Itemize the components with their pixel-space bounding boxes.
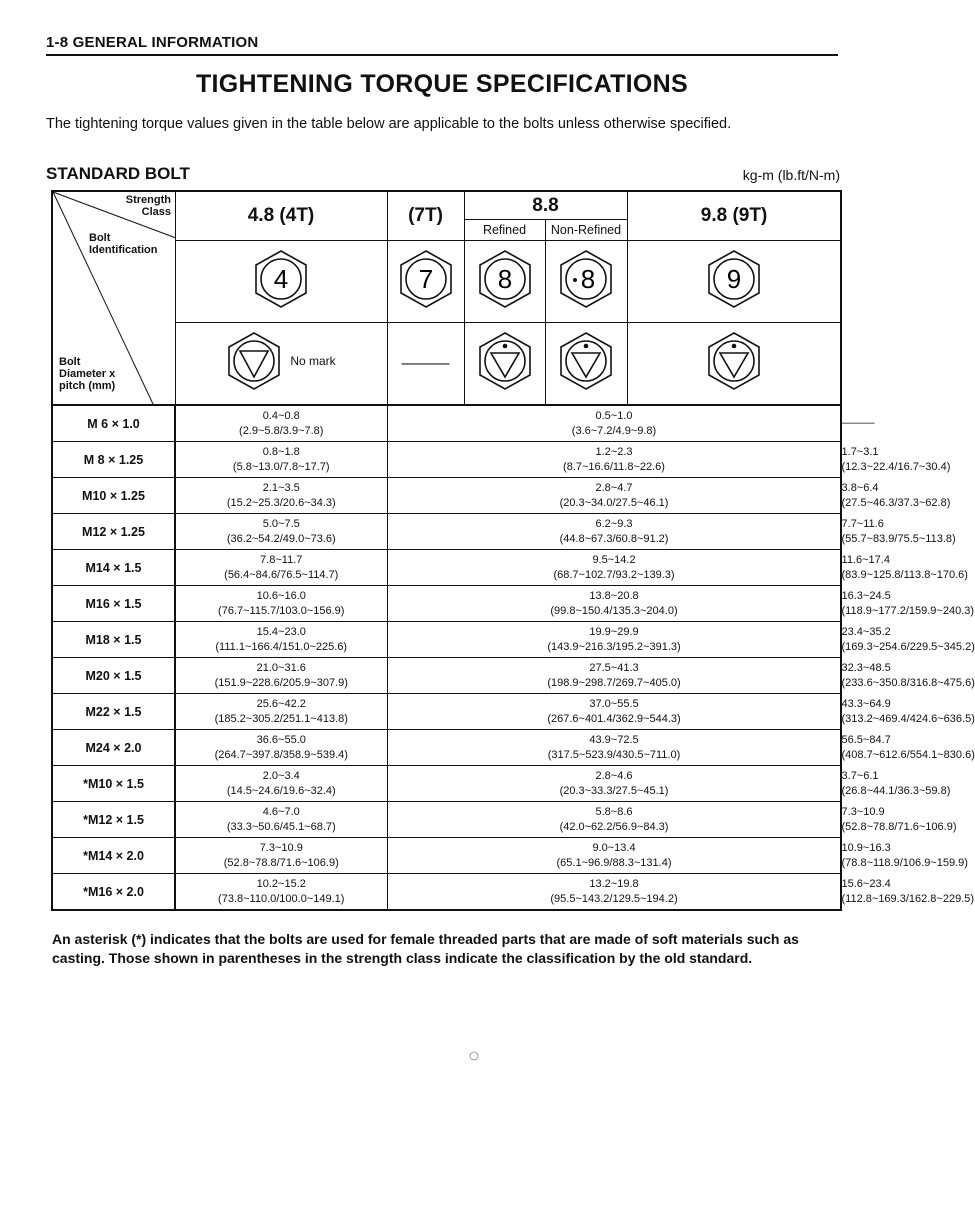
svg-text:8: 8 — [580, 264, 596, 295]
bolt-diameter-cell: M12 × 1.25 — [52, 514, 175, 550]
torque-7t-8-8-cell — [387, 730, 841, 766]
torque-kgm-value: 10.2~15.2 — [256, 877, 306, 890]
torque-kgm-value: 6.2~9.3 — [595, 517, 633, 530]
torque-kgm-value: 10.6~16.0 — [256, 589, 306, 602]
torque-lbft-nm-value: (20.3~33.3/27.5~45.1) — [559, 784, 669, 797]
torque-4-8-cell — [175, 622, 387, 658]
section-header: 1-8 GENERAL INFORMATION — [46, 34, 838, 56]
bolt-diameter-cell: M22 × 1.5 — [52, 694, 175, 730]
torque-kgm-value: 13.8~20.8 — [589, 589, 639, 602]
torque-lbft-nm-value: (95.5~143.2/129.5~194.2) — [550, 892, 678, 905]
torque-lbft-nm-value: (8.7~16.6/11.8~22.6) — [563, 460, 665, 473]
non-refined-subheader: Non-Refined — [545, 220, 627, 241]
torque-kgm-value: 15.4~23.0 — [256, 625, 306, 638]
mark-7t-dash-cell: ——— — [387, 323, 464, 405]
intro-paragraph: The tightening torque values given in the table below are applicable to the bolts unless otherwise specified. — [46, 116, 732, 132]
torque-lbft-nm-value: (68.7~102.7/93.2~139.3) — [553, 568, 675, 581]
torque-kgm-value: 27.5~41.3 — [589, 661, 639, 674]
torque-kgm-value: 9.0~13.4 — [592, 841, 636, 854]
torque-kgm-value: 2.8~4.7 — [595, 481, 633, 494]
table-row: M 8 × 1.25 0.8~1.8 (5.8~13.0/7.8~17.7) 1.2~2.3 (8.7~16.6/11.8~22.6) 1.7~3.1 (12.3~22.4/16.7~30.4) — [52, 442, 841, 478]
page-title: TIGHTENING TORQUE SPECIFICATIONS — [195, 70, 689, 98]
torque-kgm-value: 4.6~7.0 — [262, 805, 300, 818]
bolt-diameter-cell: M10 × 1.25 — [52, 478, 175, 514]
svg-text:8: 8 — [497, 264, 512, 295]
torque-4-8-cell — [175, 730, 387, 766]
mark-4-cell — [175, 241, 387, 323]
hex-head-dot-triangle-icon — [558, 331, 614, 391]
bolt-diameter-cell: M20 × 1.5 — [52, 658, 175, 694]
standard-bolt-heading: STANDARD BOLT — [46, 164, 190, 183]
torque-kgm-value: 2.0~3.4 — [262, 769, 300, 782]
torque-lbft-nm-value: (56.4~84.6/76.5~114.7) — [224, 568, 339, 581]
bolt-diameter-cell: M16 × 1.5 — [52, 586, 175, 622]
hex-head-dot-triangle-icon — [477, 331, 533, 391]
torque-lbft-nm-value: (317.5~523.9/430.5~711.0) — [547, 748, 681, 761]
table-row: M14 × 1.5 7.8~11.7 (56.4~84.6/76.5~114.7) 9.5~14.2 (68.7~102.7/93.2~139.3) 11.6~17.4 (83.9~125.8/113.8~170.6) — [52, 550, 841, 586]
bolt-diameter-cell: M 8 × 1.25 — [52, 442, 175, 478]
torque-7t-8-8-cell — [387, 694, 841, 730]
torque-lbft-nm-value: (111.1~166.4/151.0~225.6) — [215, 640, 348, 653]
torque-table — [51, 190, 975, 911]
bolt-diameter-cell: M 6 × 1.0 — [52, 405, 175, 442]
svg-text:4: 4 — [273, 264, 289, 295]
bolt-diameter-cell: *M12 × 1.5 — [52, 802, 175, 838]
hex-head-9-icon — [706, 249, 762, 309]
torque-lbft-nm-value: (198.9~298.7/269.7~405.0) — [547, 676, 681, 689]
torque-4-8-cell — [175, 766, 387, 802]
torque-4-8-cell — [175, 478, 387, 514]
torque-kgm-value: 37.0~55.5 — [589, 697, 639, 710]
table-row: *M16 × 2.0 10.2~15.2 (73.8~110.0/100.0~149.1) 13.2~19.8 (95.5~143.2/129.5~194.2) 15.6~23.4 (112.8~169.3/162.8~229.5) — [52, 874, 841, 911]
bolt-diameter-label: Bolt Diameter x pitch (mm) — [59, 356, 116, 392]
class-7t-header: (7T) — [387, 191, 464, 241]
bolt-diameter-cell: M14 × 1.5 — [52, 550, 175, 586]
table-row: M10 × 1.25 2.1~3.5 (15.2~25.3/20.6~34.3) 2.8~4.7 (20.3~34.0/27.5~46.1) 3.8~6.4 (27.5~46.3/37.3~62.8) — [52, 478, 841, 514]
torque-lbft-nm-value: (76.7~115.7/103.0~156.9) — [218, 604, 345, 617]
torque-kgm-value: 13.2~19.8 — [589, 877, 639, 890]
torque-7t-8-8-cell — [387, 514, 841, 550]
mark-8-non-refined-cell — [545, 241, 627, 323]
torque-4-8-cell — [175, 694, 387, 730]
torque-lbft-nm-value: (185.2~305.2/251.1~413.8) — [214, 712, 348, 725]
units-label: kg-m (lb.ft/N-m) — [742, 167, 840, 183]
table-row: *M10 × 1.5 2.0~3.4 (14.5~24.6/19.6~32.4) 2.8~4.6 (20.3~33.3/27.5~45.1) 3.7~6.1 (26.8~44.1/36.3~59.8) — [52, 766, 841, 802]
torque-4-8-cell — [175, 658, 387, 694]
torque-kgm-value: 25.6~42.2 — [256, 697, 306, 710]
torque-kgm-value: 0.8~1.8 — [262, 445, 300, 458]
hex-head-4-icon — [253, 249, 309, 309]
torque-7t-8-8-cell — [387, 838, 841, 874]
hex-head-dot-8-icon — [558, 249, 614, 309]
torque-7t-8-8-cell — [387, 802, 841, 838]
table-corner-header — [52, 191, 175, 405]
refined-subheader: Refined — [464, 220, 545, 241]
torque-4-8-cell — [175, 802, 387, 838]
torque-lbft-nm-value: (3.6~7.2/4.9~9.8) — [571, 424, 657, 437]
torque-kgm-value: 43.9~72.5 — [589, 733, 639, 746]
torque-4-8-cell — [175, 405, 387, 442]
torque-7t-8-8-cell — [387, 550, 841, 586]
class-4-8-header: 4.8 (4T) — [175, 191, 387, 241]
torque-lbft-nm-value: (267.6~401.4/362.9~544.3) — [547, 712, 681, 725]
torque-lbft-nm-value: (65.1~96.9/88.3~131.4) — [556, 856, 672, 869]
torque-kgm-value: 19.9~29.9 — [589, 625, 639, 638]
mark-non-refined-dot-triangle-cell — [545, 323, 627, 405]
torque-lbft-nm-value: (73.8~110.0/100.0~149.1) — [218, 892, 345, 905]
torque-7t-8-8-cell — [387, 766, 841, 802]
torque-4-8-cell — [175, 442, 387, 478]
mark-9-cell — [627, 241, 841, 323]
hex-head-7-icon — [398, 249, 454, 309]
torque-kgm-value: 9.5~14.2 — [592, 553, 636, 566]
table-row: M22 × 1.5 25.6~42.2 (185.2~305.2/251.1~413.8) 37.0~55.5 (267.6~401.4/362.9~544.3) 43.3~64.9 (313.2~469.4/424.6~636.5) — [52, 694, 841, 730]
footnote: An asterisk (*) indicates that the bolts are used for female threaded parts that are made of soft materials such as casting. Those shown in parentheses in the strength class indicate the classification by the old standard. — [52, 931, 799, 966]
torque-lbft-nm-value: (143.9~216.3/195.2~391.3) — [547, 640, 681, 653]
table-row: M 6 × 1.0 0.4~0.8 (2.9~5.8/3.9~7.8) 0.5~1.0 (3.6~7.2/4.9~9.8) ——— — [52, 405, 841, 442]
hex-head-8-icon — [477, 249, 533, 309]
torque-lbft-nm-value: (2.9~5.8/3.9~7.8) — [239, 424, 324, 437]
table-row: M12 × 1.25 5.0~7.5 (36.2~54.2/49.0~73.6) 6.2~9.3 (44.8~67.3/60.8~91.2) 7.7~11.6 (55.7~83.9/75.5~113.8) — [52, 514, 841, 550]
mark-9-dot-triangle-cell — [627, 323, 841, 405]
class-8-8-header: 8.8 — [464, 191, 627, 220]
torque-7t-8-8-cell — [387, 586, 841, 622]
table-row: M20 × 1.5 21.0~31.6 (151.9~228.6/205.9~307.9) 27.5~41.3 (198.9~298.7/269.7~405.0) 32.3~48.5 (233.6~350.8/316.8~475.6) — [52, 658, 841, 694]
table-row: M24 × 2.0 36.6~55.0 (264.7~397.8/358.9~539.4) 43.9~72.5 (317.5~523.9/430.5~711.0) 56.5~84.7 (408.7~612.6/554.1~830.6) — [52, 730, 841, 766]
torque-7t-8-8-cell — [387, 442, 841, 478]
table-row: *M12 × 1.5 4.6~7.0 (33.3~50.6/45.1~68.7) 5.8~8.6 (42.0~62.2/56.9~84.3) 7.3~10.9 (52.8~78.8/71.6~106.9) — [52, 802, 841, 838]
torque-lbft-nm-value: (52.8~78.8/71.6~106.9) — [223, 856, 339, 869]
torque-kgm-value: 5.8~8.6 — [595, 805, 633, 818]
torque-lbft-nm-value: (99.8~150.4/135.3~204.0) — [550, 604, 678, 617]
torque-7t-8-8-cell — [387, 622, 841, 658]
torque-lbft-nm-value: (14.5~24.6/19.6~32.4) — [226, 784, 336, 797]
mark-7-cell — [387, 241, 464, 323]
bolt-diameter-cell: *M16 × 2.0 — [52, 874, 175, 911]
table-row: M16 × 1.5 10.6~16.0 (76.7~115.7/103.0~156.9) 13.8~20.8 (99.8~150.4/135.3~204.0) 16.3~24.5 (118.9~177.2/159.9~240.3) — [52, 586, 841, 622]
torque-kgm-value: 7.8~11.7 — [260, 553, 303, 566]
torque-4-8-cell — [175, 586, 387, 622]
page-marker-icon — [469, 1051, 479, 1061]
bolt-identification-label: Bolt Identification — [89, 232, 158, 256]
mark-8-refined-cell — [464, 241, 545, 323]
torque-kgm-value: 1.2~2.3 — [595, 445, 633, 458]
torque-lbft-nm-value: (36.2~54.2/49.0~73.6) — [226, 532, 336, 545]
torque-lbft-nm-value: (151.9~228.6/205.9~307.9) — [214, 676, 348, 689]
torque-4-8-cell — [175, 514, 387, 550]
torque-kgm-value: 36.6~55.0 — [256, 733, 306, 746]
torque-lbft-nm-value: (5.8~13.0/7.8~17.7) — [232, 460, 330, 473]
torque-lbft-nm-value: (264.7~397.8/358.9~539.4) — [214, 748, 348, 761]
torque-lbft-nm-value: (20.3~34.0/27.5~46.1) — [559, 496, 669, 509]
bolt-diameter-cell: M24 × 2.0 — [52, 730, 175, 766]
torque-kgm-value: 0.4~0.8 — [262, 409, 300, 422]
torque-lbft-nm-value: (15.2~25.3/20.6~34.3) — [226, 496, 336, 509]
torque-kgm-value: 2.8~4.6 — [595, 769, 633, 782]
torque-kgm-value: 0.5~1.0 — [595, 409, 633, 422]
mark-no-mark-cell — [175, 323, 387, 405]
svg-text:9: 9 — [726, 264, 742, 295]
bolt-diameter-cell: M18 × 1.5 — [52, 622, 175, 658]
svg-text:7: 7 — [418, 264, 433, 295]
bolt-diameter-cell: *M14 × 2.0 — [52, 838, 175, 874]
hex-head-dot-triangle-icon — [706, 331, 762, 391]
torque-kgm-value: 5.0~7.5 — [262, 517, 300, 530]
class-9-8-header: 9.8 (9T) — [627, 191, 841, 241]
torque-7t-8-8-cell — [387, 658, 841, 694]
torque-kgm-value: 2.1~3.5 — [262, 481, 300, 494]
mark-refined-dot-triangle-cell — [464, 323, 545, 405]
torque-4-8-cell — [175, 550, 387, 586]
table-row: *M14 × 2.0 7.3~10.9 (52.8~78.8/71.6~106.9) 9.0~13.4 (65.1~96.9/88.3~131.4) 10.9~16.3 (78.8~118.9/106.9~159.9) — [52, 838, 841, 874]
torque-7t-8-8-cell — [387, 405, 841, 442]
hex-head-triangle-icon — [226, 331, 282, 391]
torque-lbft-nm-value: (44.8~67.3/60.8~91.2) — [559, 532, 669, 545]
table-row: M18 × 1.5 15.4~23.0 (111.1~166.4/151.0~225.6) 19.9~29.9 (143.9~216.3/195.2~391.3) 23.4~35.2 (169.3~254.6/229.5~345.2) — [52, 622, 841, 658]
torque-lbft-nm-value: (42.0~62.2/56.9~84.3) — [559, 820, 669, 833]
torque-4-8-cell — [175, 838, 387, 874]
bolt-diameter-cell: *M10 × 1.5 — [52, 766, 175, 802]
torque-kgm-value: 7.3~10.9 — [259, 841, 303, 854]
torque-lbft-nm-value: (33.3~50.6/45.1~68.7) — [226, 820, 336, 833]
torque-7t-8-8-cell — [387, 478, 841, 514]
no-mark-label: No mark — [290, 354, 336, 369]
strength-class-label: Strength Class — [125, 194, 171, 218]
torque-kgm-value: 21.0~31.6 — [256, 661, 306, 674]
torque-4-8-cell — [175, 874, 387, 911]
torque-7t-8-8-cell — [387, 874, 841, 911]
